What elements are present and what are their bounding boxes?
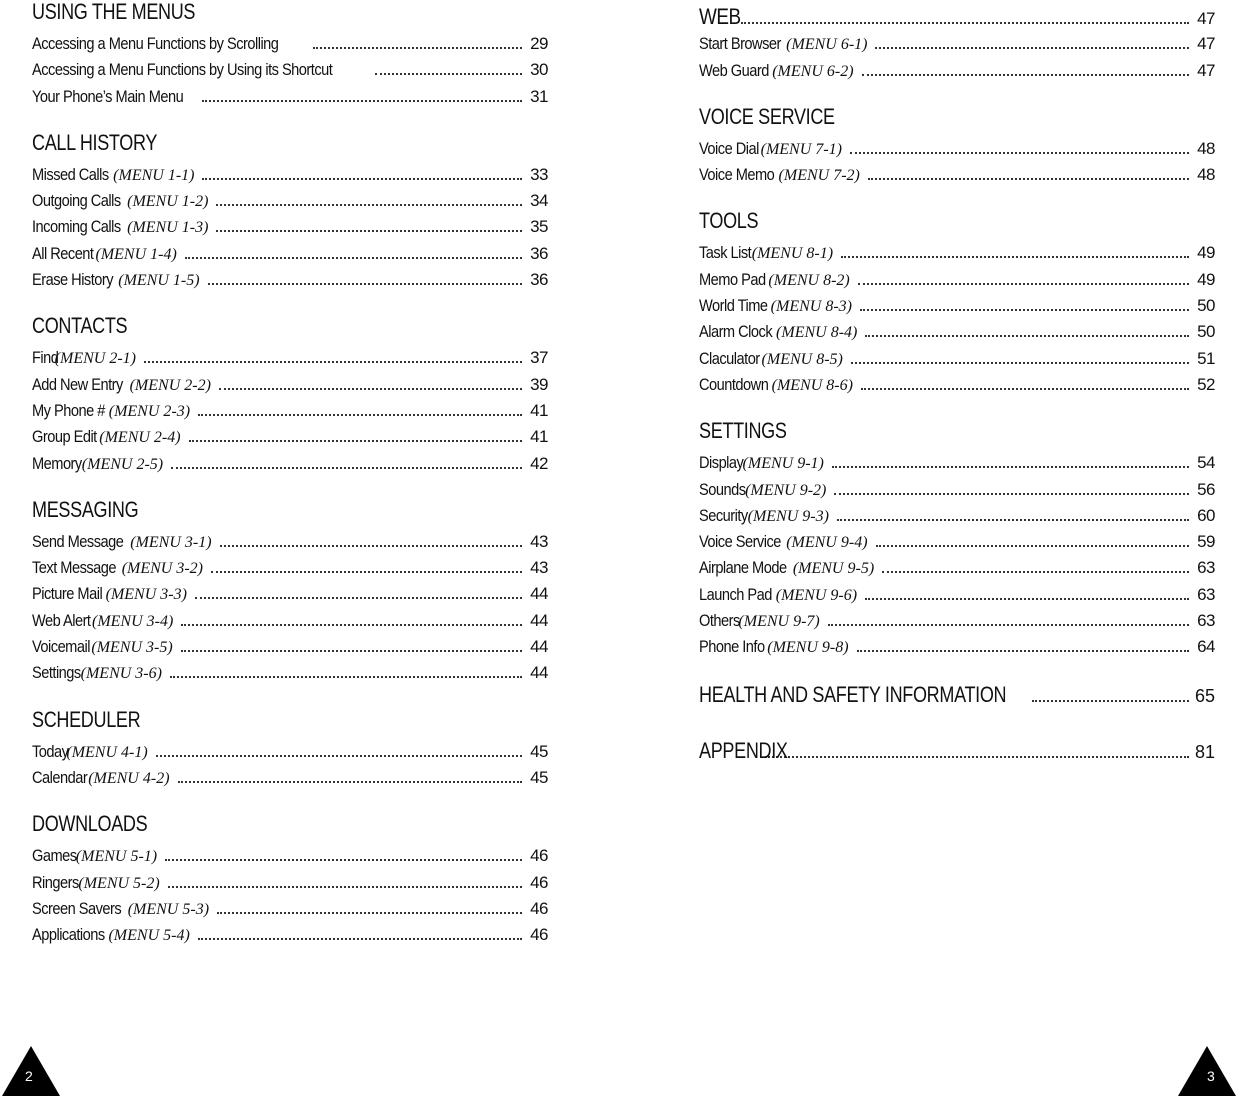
page-number: 52 [1197, 374, 1215, 394]
page-number: 46 [530, 872, 548, 892]
menu-code: (MENU 5-4) [108, 927, 190, 945]
page-number: 48 [1197, 138, 1215, 158]
menu-code: (MENU 5-1) [75, 848, 158, 866]
entry-label: Countdown [699, 374, 769, 394]
entry-label: All Recent [32, 243, 94, 263]
toc-entry [32, 925, 548, 951]
page-number: 46 [530, 925, 548, 945]
entry-label: Missed Calls [32, 164, 109, 184]
toc-entry [699, 558, 1215, 584]
toc-entry [32, 846, 548, 872]
page-number: 37 [530, 348, 548, 368]
entry-label: Memo Pad [699, 269, 766, 289]
entry-label: Accessing a Menu Functions by Using its Shortcut [32, 60, 333, 80]
toc-entry [32, 401, 548, 427]
page-number-left: 2 [25, 1068, 33, 1084]
toc-section [699, 4, 1215, 87]
toc-entry [699, 506, 1215, 532]
menu-code: (MENU 6-2) [772, 62, 854, 80]
toc-entry [32, 454, 548, 480]
page-number: 81 [1194, 741, 1215, 762]
entry-label: Incoming Calls [32, 217, 121, 237]
menu-code: (MENU 5-3) [127, 900, 210, 918]
toc-entry [32, 899, 548, 925]
toc-entry [32, 217, 548, 243]
menu-code: (MENU 9-5) [792, 560, 875, 578]
page-number: 48 [1197, 165, 1215, 185]
right-column [699, 0, 1215, 794]
menu-code: (MENU 3-4) [92, 612, 174, 630]
toc-entry [32, 637, 548, 663]
page-number: 31 [530, 86, 548, 106]
toc-entry [32, 375, 548, 401]
toc-entry [699, 243, 1215, 269]
dot-leader [170, 676, 522, 678]
page-number: 60 [1197, 505, 1215, 525]
page-number: 63 [1197, 611, 1215, 631]
dot-leader [202, 178, 522, 180]
toc-entry [32, 244, 548, 270]
dot-leader [181, 624, 522, 626]
toc-entry [32, 191, 548, 217]
toc-entry [699, 296, 1215, 322]
menu-code: (MENU 9-1) [742, 455, 824, 473]
entry-label: Erase History [32, 270, 114, 290]
major-entry [699, 738, 1215, 768]
page-number: 39 [530, 374, 548, 394]
entry-label: Find [32, 348, 59, 368]
entry-label: Screen Savers [32, 898, 122, 918]
menu-code: (MENU 9-2) [745, 481, 827, 499]
menu-code: (MENU 8-6) [771, 376, 853, 394]
page-number: 47 [1197, 60, 1215, 80]
page-number: 56 [1197, 479, 1215, 499]
page-number: 47 [1197, 34, 1215, 54]
dot-leader [216, 230, 522, 232]
dot-leader [828, 624, 1189, 626]
page-number: 46 [530, 846, 548, 866]
toc-section [699, 419, 1215, 663]
entry-label: Voice Dial [699, 138, 759, 158]
dot-leader [220, 545, 522, 547]
toc-entry [32, 584, 548, 610]
entry-label: Outgoing Calls [32, 191, 121, 211]
page-number: 49 [1197, 243, 1215, 263]
entry-label: Memory [32, 453, 82, 473]
entry-label: Display [699, 453, 744, 473]
toc-entry [32, 270, 548, 296]
entry-label: Others [699, 611, 740, 631]
section-heading: USING THE MENUS [32, 0, 196, 24]
menu-code: (MENU 8-2) [768, 271, 850, 289]
menu-code: (MENU 4-1) [66, 743, 148, 761]
entry-label: Web Alert [32, 610, 91, 630]
menu-code: (MENU 9-8) [767, 639, 849, 657]
page-number: 41 [530, 400, 548, 420]
toc-entry [32, 663, 548, 689]
menu-code: (MENU 1-1) [113, 166, 195, 184]
menu-code: (MENU 9-6) [775, 586, 858, 604]
dot-leader [882, 571, 1189, 573]
section-heading: SETTINGS [699, 418, 787, 444]
entry-label: Picture Mail [32, 584, 103, 604]
toc-entry [699, 637, 1215, 663]
entry-label: Add New Entry [32, 374, 123, 394]
dot-leader [165, 859, 522, 861]
toc-entry [32, 34, 548, 60]
toc-entry [699, 375, 1215, 401]
entry-label: Voicemail [32, 637, 90, 657]
section-heading: TOOLS [699, 208, 759, 234]
major-entry-label: APPENDIX [699, 737, 788, 763]
toc-section [32, 498, 548, 690]
toc-entry [699, 34, 1215, 60]
dot-leader [875, 47, 1189, 49]
dot-leader [741, 22, 1189, 24]
toc-entry [699, 139, 1215, 165]
dot-leader [208, 283, 522, 285]
toc-entry [699, 61, 1215, 87]
page-number: 64 [1197, 637, 1215, 657]
page-number: 47 [1197, 9, 1215, 28]
page-number: 44 [530, 584, 548, 604]
page-number: 36 [530, 243, 548, 263]
dot-leader [219, 388, 522, 390]
toc-entry [32, 558, 548, 584]
page-number: 63 [1197, 558, 1215, 578]
menu-code: (MENU 4-2) [88, 769, 170, 787]
toc-entry [32, 768, 548, 794]
menu-code: (MENU 6-1) [786, 36, 868, 54]
toc-entry [699, 165, 1215, 191]
menu-code: (MENU 8-1) [751, 245, 834, 263]
dot-leader [171, 467, 522, 469]
menu-code: (MENU 7-2) [778, 167, 860, 185]
page-number: 51 [1197, 348, 1215, 368]
page-number: 50 [1197, 296, 1215, 316]
toc-entry [699, 585, 1215, 611]
page-number: 50 [1197, 322, 1215, 342]
entry-label: Voice Service [699, 532, 781, 552]
entry-label: Send Message [32, 531, 124, 551]
dot-leader [185, 257, 522, 259]
dot-leader [861, 388, 1189, 390]
entry-label: World Time [699, 296, 768, 316]
dot-leader [181, 650, 522, 652]
dot-leader [198, 938, 522, 940]
menu-code: (MENU 8-4) [776, 324, 858, 342]
dot-leader [837, 519, 1189, 521]
dot-leader [876, 545, 1189, 547]
toc-entry [699, 322, 1215, 348]
toc-entry [32, 165, 548, 191]
section-heading-row [699, 4, 1215, 30]
entry-label: Settings [32, 663, 81, 683]
menu-code: (MENU 1-4) [95, 245, 177, 263]
menu-code: (MENU 2-3) [108, 402, 191, 420]
toc-entry [32, 87, 548, 113]
menu-code: (MENU 2-5) [81, 455, 164, 473]
section-heading: SCHEDULER [32, 706, 141, 732]
entry-label: Ringers [32, 872, 79, 892]
toc-section [699, 105, 1215, 192]
entry-label: Start Browser [699, 34, 781, 54]
toc-section [32, 708, 548, 795]
menu-code: (MENU 2-2) [129, 376, 211, 394]
entry-label: Launch Pad [699, 584, 772, 604]
dot-leader [168, 886, 522, 888]
major-entry [699, 682, 1215, 712]
dot-leader [195, 597, 522, 599]
page-number: 41 [530, 427, 548, 447]
entry-label: Applications [32, 925, 105, 945]
toc-entry [32, 60, 548, 86]
page-number: 65 [1194, 685, 1215, 706]
entry-label: Sounds [699, 479, 746, 499]
page-number: 33 [530, 164, 548, 184]
toc-entry [699, 349, 1215, 375]
entry-label: Alarm Clock [699, 322, 773, 342]
entry-label: Voice Memo [699, 165, 775, 185]
toc-entry [32, 532, 548, 558]
toc-entry [699, 480, 1215, 506]
menu-code: (MENU 9-4) [786, 534, 868, 552]
entry-label: Group Edit [32, 427, 97, 447]
dot-leader [198, 414, 522, 416]
dot-leader [868, 178, 1189, 180]
page-number: 46 [530, 898, 548, 918]
page-number: 45 [530, 767, 548, 787]
toc-section [32, 314, 548, 479]
toc-entry [32, 742, 548, 768]
page-number-right: 3 [1207, 1068, 1215, 1084]
dot-leader [189, 440, 522, 442]
dot-leader [217, 912, 522, 914]
page-number: 44 [530, 663, 548, 683]
menu-code: (MENU 7-1) [760, 140, 842, 158]
entry-label: Calendar [32, 767, 88, 787]
toc-entry [32, 611, 548, 637]
dot-leader [178, 781, 522, 783]
entry-label: Games [32, 846, 77, 866]
dot-leader [834, 493, 1189, 495]
menu-code: (MENU 5-2) [78, 874, 160, 892]
page-number: 49 [1197, 269, 1215, 289]
entry-label: Claculator [699, 348, 760, 368]
dot-leader [765, 756, 1189, 758]
dot-leader [1032, 700, 1189, 702]
entry-label: Security [699, 505, 748, 525]
left-column [32, 0, 548, 969]
menu-code: (MENU 9-3) [747, 507, 829, 525]
menu-code: (MENU 3-2) [121, 560, 203, 578]
dot-leader [211, 571, 522, 573]
page-number: 59 [1197, 532, 1215, 552]
page-number: 43 [530, 531, 548, 551]
menu-code: (MENU 8-5) [761, 350, 843, 368]
entry-label: Task List [699, 243, 752, 263]
dot-leader [202, 100, 522, 102]
menu-code: (MENU 3-1) [130, 533, 212, 551]
major-entry-label: HEALTH AND SAFETY INFORMATION [699, 681, 1007, 707]
toc-entry [32, 348, 548, 374]
toc-entry [699, 611, 1215, 637]
entry-label: Accessing a Menu Functions by Scrolling [32, 34, 279, 53]
page-number: 44 [530, 637, 548, 657]
toc-entry [32, 873, 548, 899]
page-number: 30 [530, 60, 548, 80]
section-heading: VOICE SERVICE [699, 103, 835, 129]
menu-code: (MENU 9-7) [738, 613, 820, 631]
entry-label: My Phone # [32, 400, 105, 420]
toc-section [32, 131, 548, 296]
entry-label: Today [32, 741, 69, 761]
section-heading: CALL HISTORY [32, 129, 158, 155]
menu-code: (MENU 1-2) [127, 193, 209, 211]
toc-entry [699, 453, 1215, 479]
dot-leader [375, 73, 522, 75]
page-number: 54 [1197, 453, 1215, 473]
page-number: 36 [530, 270, 548, 290]
dot-leader [216, 204, 522, 206]
menu-code: (MENU 8-3) [770, 298, 852, 316]
section-heading: WEB [699, 4, 741, 29]
section-heading: DOWNLOADS [32, 811, 148, 837]
entry-label: Text Message [32, 558, 117, 578]
page-number: 42 [530, 453, 548, 473]
page-number: 34 [530, 191, 548, 211]
dot-leader [156, 755, 522, 757]
menu-code: (MENU 2-4) [99, 429, 181, 447]
dot-leader [857, 650, 1189, 652]
menu-code: (MENU 1-3) [127, 219, 209, 237]
page-number: 63 [1197, 584, 1215, 604]
dot-leader [832, 466, 1189, 468]
dot-leader [865, 598, 1189, 600]
entry-label: Phone Info [699, 637, 765, 657]
page-number: 45 [530, 741, 548, 761]
toc-section [699, 209, 1215, 401]
dot-leader [841, 256, 1189, 258]
dot-leader [313, 47, 522, 49]
menu-code: (MENU 3-5) [91, 639, 173, 657]
toc-entry [699, 270, 1215, 296]
page-number: 43 [530, 558, 548, 578]
dot-leader [862, 74, 1189, 76]
dot-leader [860, 309, 1189, 311]
page-number: 29 [530, 34, 548, 53]
toc-entry [699, 532, 1215, 558]
menu-code: (MENU 3-3) [105, 586, 187, 604]
menu-code: (MENU 1-5) [118, 272, 200, 290]
section-heading: MESSAGING [32, 496, 139, 522]
dot-leader [865, 335, 1189, 337]
section-heading: CONTACTS [32, 313, 128, 339]
dot-leader [144, 361, 522, 363]
toc-section [32, 0, 548, 113]
entry-label: Airplane Mode [699, 558, 787, 578]
entry-label: Web Guard [699, 60, 769, 80]
toc-entry [32, 427, 548, 453]
dot-leader [851, 362, 1189, 364]
dot-leader [850, 152, 1189, 154]
menu-code: (MENU 2-1) [54, 350, 136, 368]
page-number: 35 [530, 217, 548, 237]
entry-label: Your Phone’s Main Menu [32, 86, 184, 106]
dot-leader [858, 283, 1189, 285]
menu-code: (MENU 3-6) [80, 665, 162, 683]
page-number: 44 [530, 610, 548, 630]
toc-section [32, 812, 548, 951]
